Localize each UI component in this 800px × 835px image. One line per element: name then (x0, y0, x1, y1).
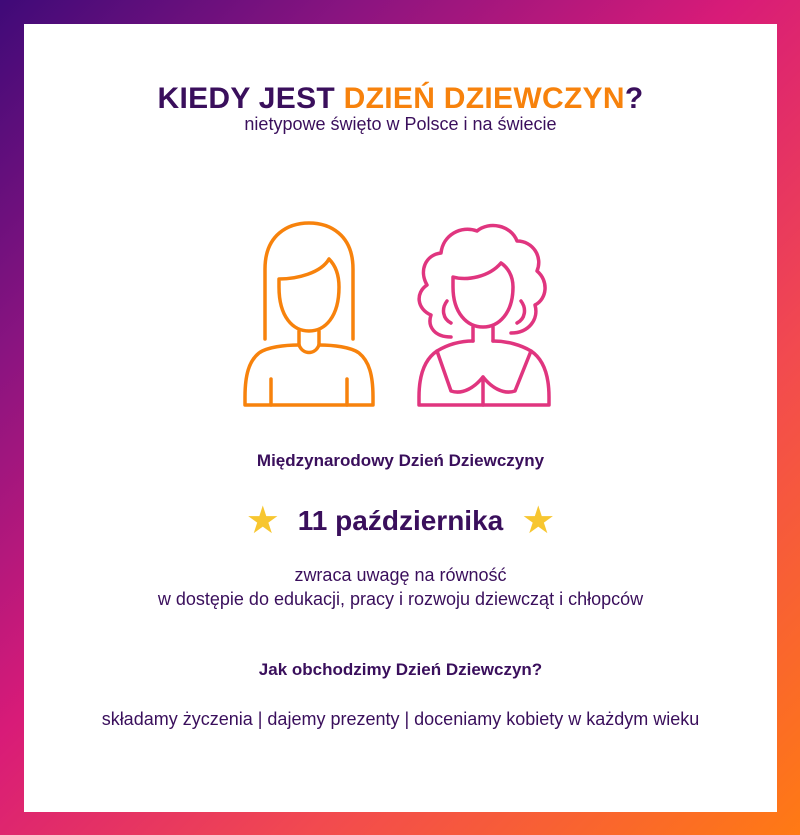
title-suffix: ? (624, 82, 644, 115)
title-prefix: KIEDY JEST (157, 82, 344, 115)
infographic-card (24, 24, 777, 812)
page-title (24, 82, 777, 116)
title-highlight: DZIEŃ DZIEWCZYN (343, 82, 625, 115)
date-row (24, 502, 777, 540)
date-text: 11 października (297, 505, 504, 536)
subtitle: nietypowe święto w Polsce i na świecie (244, 114, 557, 134)
star-icon: ★ (245, 500, 280, 542)
description-line-2: w dostępie do edukacji, pracy i rozwoju dziewcząt i chłopców (157, 589, 644, 609)
star-icon: ★ (521, 500, 556, 542)
description-line-1: zwraca uwagę na równość (294, 565, 507, 585)
description (24, 563, 777, 611)
illustration (237, 219, 567, 409)
woman-curly-hair-icon (419, 226, 549, 405)
intl-day-heading: Międzynarodowy Dzień Dziewczyny (256, 451, 545, 470)
celebration-list: składamy życzenia | dajemy prezenty | doceniamy kobiety w każdym wieku (101, 709, 700, 729)
celebration-question: Jak obchodzimy Dzień Dziewczyn? (258, 660, 543, 679)
girl-straight-hair-icon (245, 223, 373, 405)
